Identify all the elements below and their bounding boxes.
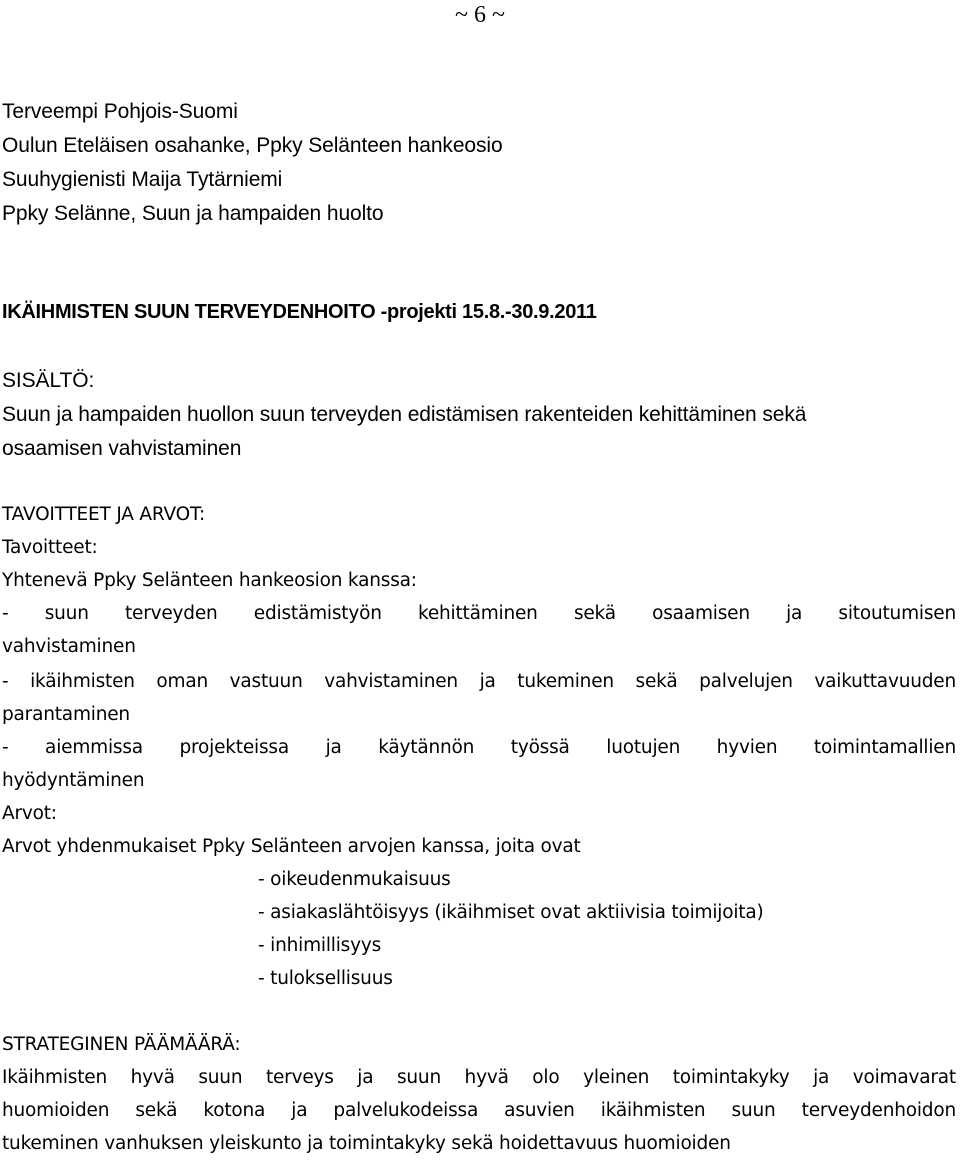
project-title: IKÄIHMISTEN SUUN TERVEYDENHOITO -projekti 15.8.-30.9.2011 <box>2 301 597 323</box>
header-line-4: Ppky Selänne, Suun ja hampaiden huolto <box>2 202 384 225</box>
strateginen-heading: STRATEGINEN PÄÄMÄÄRÄ: <box>2 1034 241 1055</box>
tavoitteet-arvot-heading: TAVOITTEET JA ARVOT: <box>2 504 206 525</box>
tavoite-item-3-line-2: hyödyntäminen <box>2 770 145 791</box>
tavoite-item-2-line-2: parantaminen <box>2 704 130 725</box>
header-line-3: Suuhygienisti Maija Tytärniemi <box>2 168 283 191</box>
tavoite-item-1-line-2: vahvistaminen <box>2 636 136 657</box>
arvo-list-item: - tuloksellisuus <box>258 968 393 989</box>
sisalto-heading: SISÄLTÖ: <box>2 369 95 392</box>
tavoitteet-subheading: Tavoitteet: <box>2 537 98 558</box>
header-line-2: Oulun Eteläisen osahanke, Ppky Selänteen hankeosio <box>2 134 503 157</box>
tavoite-item-2-line-1: - ikäihmisten oman vastuun vahvistaminen ja tukeminen sekä palvelujen vaikuttavuuden <box>2 671 956 692</box>
arvot-intro: Arvot yhdenmukaiset Ppky Selänteen arvojen kanssa, joita ovat <box>2 836 581 857</box>
page-number: ~ 6 ~ <box>455 2 505 28</box>
arvo-list-item: - inhimillisyys <box>258 935 382 956</box>
sisalto-text-line-1: Suun ja hampaiden huollon suun terveyden edistämisen rakenteiden kehittäminen sekä <box>2 403 807 426</box>
tavoitteet-intro: Yhtenevä Ppky Selänteen hankeosion kanssa: <box>2 570 417 591</box>
strateginen-line-2: huomioiden sekä kotona ja palvelukodeissa asuvien ikäihmisten suun terveydenhoidon <box>2 1100 956 1121</box>
header-line-1: Terveempi Pohjois-Suomi <box>2 100 238 123</box>
arvo-list-item: - oikeudenmukaisuus <box>258 869 451 890</box>
strateginen-line-3: tukeminen vanhuksen yleiskunto ja toimintakyky sekä hoidettavuus huomioiden <box>2 1133 731 1154</box>
tavoite-item-1-line-1: - suun terveyden edistämistyön kehittäminen sekä osaamisen ja sitoutumisen <box>2 603 956 624</box>
arvot-heading: Arvot: <box>2 803 57 824</box>
sisalto-text-line-2: osaamisen vahvistaminen <box>2 437 242 460</box>
strateginen-line-1: Ikäihmisten hyvä suun terveys ja suun hyvä olo yleinen toimintakyky ja voimavarat <box>2 1067 956 1088</box>
tavoite-item-3-line-1: - aiemmissa projekteissa ja käytännön työssä luotujen hyvien toimintamallien <box>2 737 956 758</box>
arvo-list-item: - asiakaslähtöisyys (ikäihmiset ovat aktiivisia toimijoita) <box>258 902 764 923</box>
